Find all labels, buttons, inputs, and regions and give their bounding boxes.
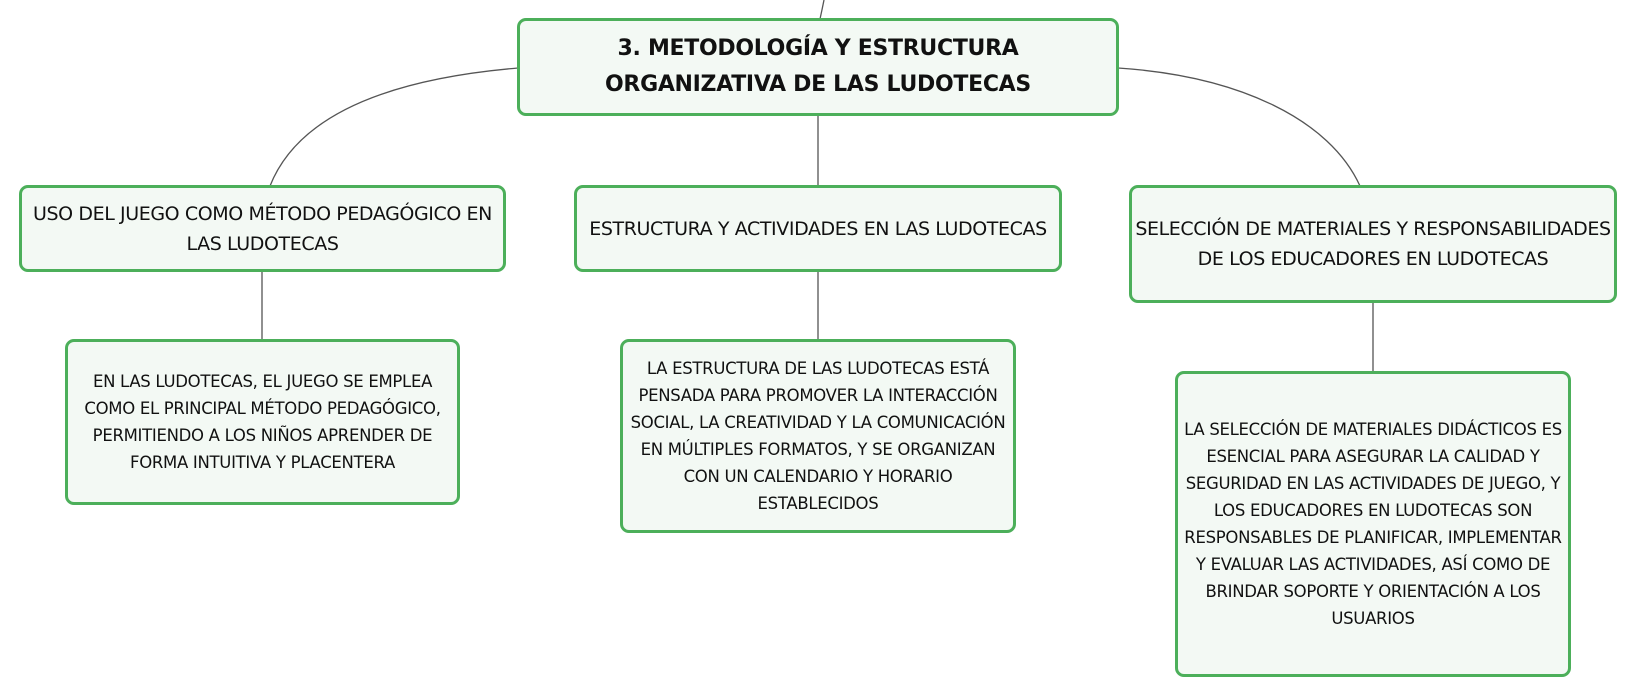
detail-topic-3-text: LA SELECCIÓN DE MATERIALES DIDÁCTICOS ES ESENCIAL PARA ASEGURAR LA CALIDAD Y SEGURIDAD EN LAS ACTIVIDADES DE JUEGO, Y LOS EDUCADORES EN LUDOTECAS SON RESPONSABLES DE PLANIFICAR, IMPLEMENTAR Y EVALUAR LAS ACTIVIDADES, ASÍ COMO DE BRINDAR SOPORTE Y ORIENTACIÓN A LOS USUARIOS — [1184, 420, 1562, 628]
branch-topic-1-label: USO DEL JUEGO COMO MÉTODO PEDAGÓGICO EN LAS LUDOTECAS — [33, 202, 492, 255]
branch-topic-3[interactable] — [1129, 185, 1617, 303]
branch-topic-2-label: ESTRUCTURA Y ACTIVIDADES EN LAS LUDOTECAS — [589, 217, 1047, 240]
detail-topic-2-text: LA ESTRUCTURA DE LAS LUDOTECAS ESTÁ PENSADA PARA PROMOVER LA INTERACCIÓN SOCIAL, LA CREATIVIDAD Y LA COMUNICACIÓN EN MÚLTIPLES FORMATOS, Y SE ORGANIZAN CON UN CALENDARIO Y HORARIO ESTABLECIDOS — [630, 359, 1006, 513]
detail-topic-3[interactable] — [1175, 371, 1571, 677]
detail-topic-1[interactable] — [65, 339, 460, 505]
connector-parent-to-root — [820, 0, 824, 19]
branch-topic-2[interactable] — [574, 185, 1062, 272]
root-topic[interactable] — [517, 18, 1119, 116]
connector-root-to-branch-3 — [1118, 68, 1360, 186]
branch-topic-1[interactable] — [19, 185, 506, 272]
branch-topic-3-label: SELECCIÓN DE MATERIALES Y RESPONSABILIDADES DE LOS EDUCADORES EN LUDOTECAS — [1135, 218, 1611, 270]
detail-topic-2[interactable] — [620, 339, 1016, 533]
detail-topic-1-text: EN LAS LUDOTECAS, EL JUEGO SE EMPLEA COMO EL PRINCIPAL MÉTODO PEDAGÓGICO, PERMITIENDO A LOS NIÑOS APRENDER DE FORMA INTUITIVA Y PLACENTERA — [84, 372, 441, 472]
connector-root-to-branch-1 — [270, 68, 518, 186]
root-topic-label: 3. METODOLOGÍA Y ESTRUCTURA ORGANIZATIVA DE LAS LUDOTECAS — [605, 36, 1031, 97]
